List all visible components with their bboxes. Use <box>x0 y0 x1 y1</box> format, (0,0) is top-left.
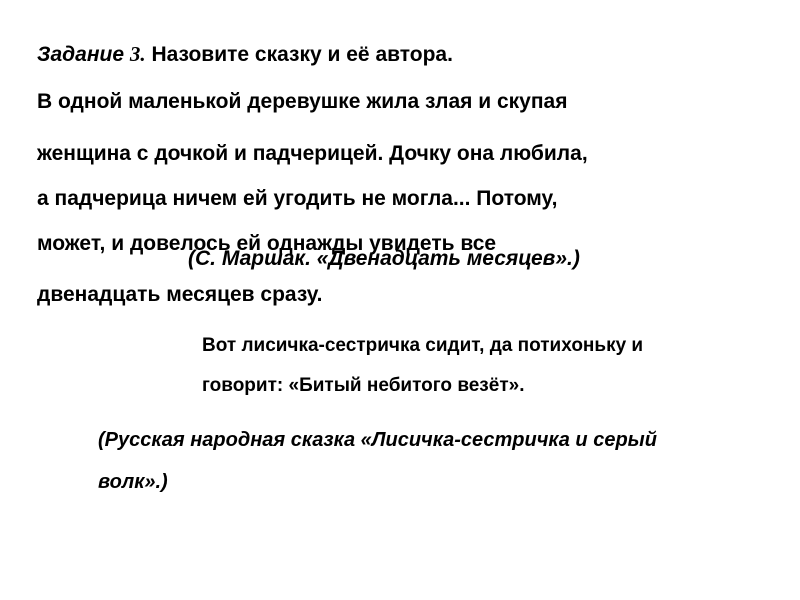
answer2-line: (Русская народная сказка «Лисичка-сестричка и серый <box>98 429 657 451</box>
excerpt1-line: женщина с дочкой и падчерицей. Дочку она любила, <box>37 142 588 165</box>
answer2-line: волк».) <box>98 471 168 493</box>
answer1: (С. Маршак. «Двенадцать месяцев».) <box>188 247 580 270</box>
task-heading <box>37 40 453 69</box>
excerpt1-line: В одной маленькой деревушке жила злая и скупая <box>37 90 568 113</box>
excerpt1-line: двенадцать месяцев сразу. <box>37 283 323 306</box>
excerpt1-line: может, и довелось ей однажды увидеть все <box>37 232 497 255</box>
task-label: Задание <box>37 43 125 66</box>
excerpt2-line: Вот лисичка-сестричка сидит, да потихоньку и <box>202 335 644 356</box>
task-number: 3. <box>129 42 146 66</box>
task-text: Назовите сказку и её автора. <box>145 43 453 66</box>
excerpt1-line: а падчерица ничем ей угодить не могла... Потому, <box>37 187 558 210</box>
excerpt2-line: говорит: «Битый небитого везёт». <box>202 375 525 396</box>
